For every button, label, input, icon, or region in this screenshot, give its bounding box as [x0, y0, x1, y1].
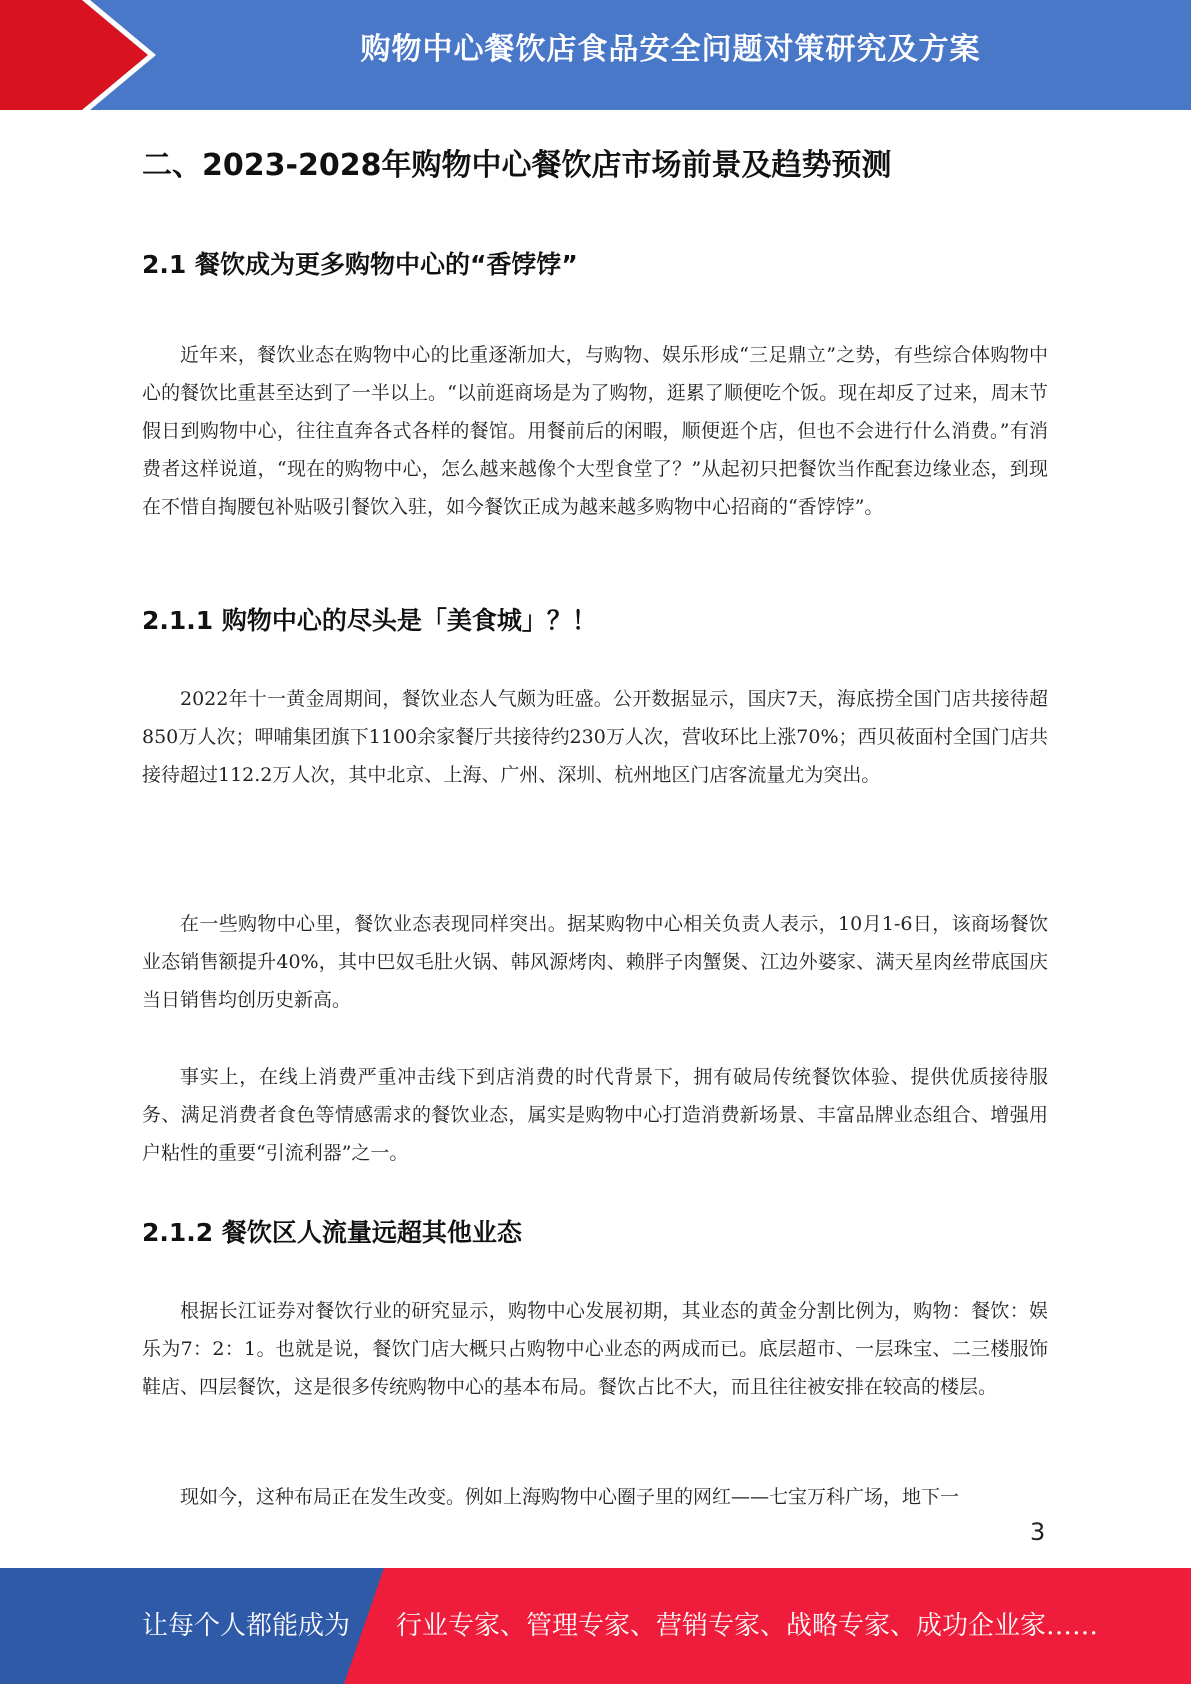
paragraph: 现如今，这种布局正在发生改变。例如上海购物中心圈子里的网红——七宝万科广场，地下一: [180, 1486, 960, 1508]
page-number: 3: [1030, 1518, 1046, 1546]
chapter-title: 二、2023-2028年购物中心餐饮店市场前景及趋势预测: [142, 148, 892, 183]
section-heading-2-1-2: 2.1.2 餐饮区人流量远超其他业态: [142, 1218, 522, 1247]
section-heading-2-1: 2.1 餐饮成为更多购物中心的“香饽饽”: [142, 250, 578, 279]
paragraph: 2022年十一黄金周期间，餐饮业态人气颇为旺盛。公开数据显示，国庆7天，海底捞全国门店共接待超850万人次；呷哺集团旗下1100余家餐厅共接待约230万人次，营收环比上涨70%；西贝莜面村全国门店共接待超过112.2万人次，其中北京、上海、广州、深圳、杭州地区门店客流量尤为突出。: [142, 688, 1048, 786]
document-title: 购物中心餐饮店食品安全问题对策研究及方案: [360, 32, 981, 67]
footer-banner: [0, 1568, 1191, 1684]
header-chevron-graphic: [0, 0, 160, 110]
paragraph: 事实上，在线上消费严重冲击线下到店消费的时代背景下，拥有破局传统餐饮体验、提供优质接待服务、满足消费者食色等情感需求的餐饮业态，属实是购物中心打造消费新场景、丰富品牌业态组合、增强用户粘性的重要“引流利器”之一。: [142, 1066, 1048, 1164]
paragraph: 根据长江证券对餐饮行业的研究显示，购物中心发展初期，其业态的黄金分割比例为，购物：餐饮：娱乐为7：2：1。也就是说，餐饮门店大概只占购物中心业态的两成而已。底层超市、一层珠宝、二三楼服饰鞋店、四层餐饮，这是很多传统购物中心的基本布局。餐饮占比不大，而且往往被安排在较高的楼层。: [142, 1300, 1048, 1398]
footer-slogan-left: 让每个人都能成为: [142, 1611, 351, 1641]
paragraph: 在一些购物中心里，餐饮业态表现同样突出。据某购物中心相关负责人表示，10月1-6日，该商场餐饮业态销售额提升40%，其中巴奴毛肚火锅、韩风源烤肉、赖胖子肉蟹煲、江边外婆家、满天星肉丝带底国庆当日销售均创历史新高。: [142, 913, 1048, 1011]
paragraph: 近年来，餐饮业态在购物中心的比重逐渐加大，与购物、娱乐形成“三足鼎立”之势，有些综合体购物中心的餐饮比重甚至达到了一半以上。“以前逛商场是为了购物，逛累了顺便吃个饭。现在却反了过来，周末节假日到购物中心，往往直奔各式各样的餐馆。用餐前后的闲暇，顺便逛个店，但也不会进行什么消费。”有消费者这样说道，“现在的购物中心，怎么越来越像个大型食堂了？”从起初只把餐饮当作配套边缘业态，到现在不惜自掏腰包补贴吸引餐饮入驻，如今餐饮正成为越来越多购物中心招商的“香饽饽”。: [142, 344, 1048, 518]
footer-slogan-right: 行业专家、管理专家、营销专家、战略专家、成功企业家……: [396, 1611, 1099, 1641]
header-banner: [0, 0, 1191, 110]
section-heading-2-1-1: 2.1.1 购物中心的尽头是「美食城」？！: [142, 606, 597, 635]
